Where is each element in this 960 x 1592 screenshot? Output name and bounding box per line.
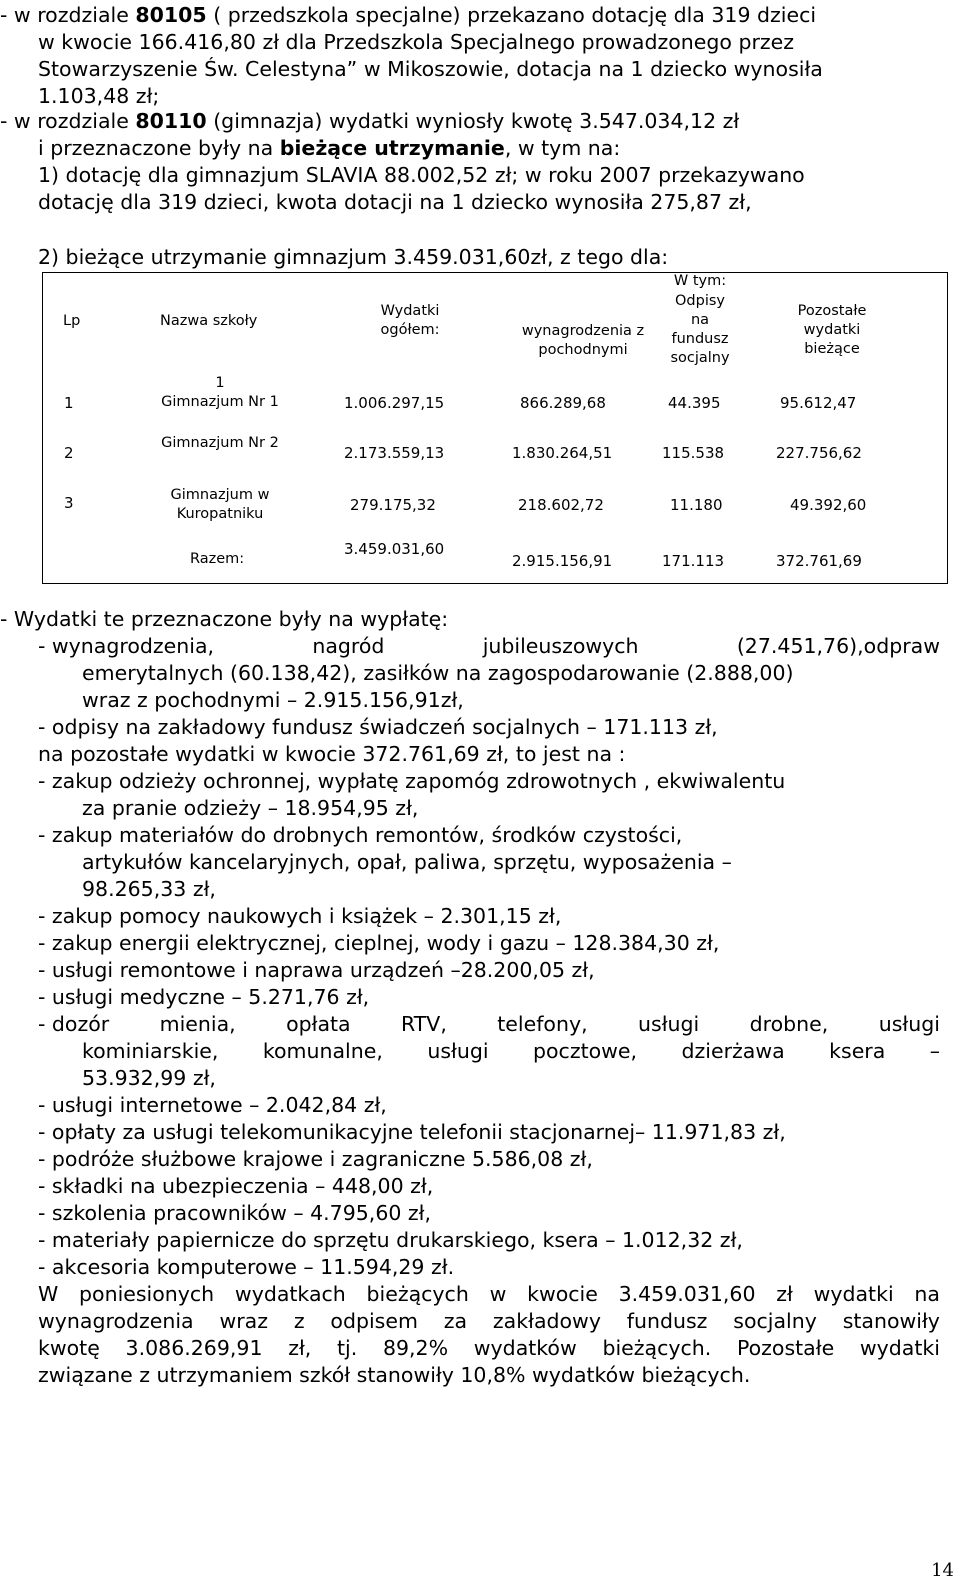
- after-line-5: - odpisy na zakładowy fundusz świadczeń socjalnych – 171.113 zł,: [38, 715, 718, 739]
- total-row-total: 3.459.031,60: [344, 540, 445, 558]
- after-line-4: wraz z pochodnymi – 2.915.156,91zł,: [82, 688, 464, 712]
- after-line-16: - dozór mienia, opłata RTV, telefony, usługi drobne, usługi: [38, 1012, 940, 1036]
- row3-other: 49.392,60: [790, 496, 867, 514]
- after-line-19: - usługi internetowe – 2.042,84 zł,: [38, 1093, 387, 1117]
- after-line-25: - akcesoria komputerowe – 11.594,29 zł.: [38, 1255, 455, 1279]
- after-line-24: - materiały papiernicze do sprzętu drukarskiego, ksera – 1.012,32 zł,: [38, 1228, 743, 1252]
- summary-line-1: W poniesionych wydatkach bieżących w kwocie 3.459.031,60 zł wydatki na: [38, 1282, 940, 1306]
- after-line-6: na pozostałe wydatki w kwocie 372.761,69 zł, to jest na :: [38, 742, 626, 766]
- row3-total: 279.175,32: [350, 496, 436, 514]
- row3-wages: 218.602,72: [518, 496, 604, 514]
- header-social-fund: Odpisy na fundusz socjalny: [670, 293, 730, 366]
- row1-fund: 44.395: [668, 394, 721, 412]
- total-row-label: Razem:: [190, 551, 245, 567]
- row3-lp: 3: [64, 494, 74, 512]
- row1-wages: 866.289,68: [520, 394, 606, 412]
- p2-line-4: dotację dla 319 dzieci, kwota dotacji na 1 dziecko wynosiła 275,87 zł,: [38, 190, 752, 214]
- after-line-10: artykułów kancelaryjnych, opał, paliwa, sprzętu, wyposażenia –: [82, 850, 732, 874]
- after-line-17: kominiarskie, komunalne, usługi pocztowe, dzierżawa ksera –: [82, 1039, 940, 1063]
- after-line-9: - zakup materiałów do drobnych remontów, środków czystości,: [38, 823, 683, 847]
- header-total: Wydatki ogółem:: [380, 303, 440, 338]
- total-row-fund: 171.113: [662, 552, 725, 570]
- header-lp: Lp: [63, 313, 81, 329]
- header-w-tym: W tym:: [673, 273, 727, 289]
- after-line-8: za pranie odzieży – 18.954,95 zł,: [82, 796, 419, 820]
- p2-line-1: - w rozdziale 80110 (gimnazja) wydatki wyniosły kwotę 3.547.034,12 zł: [0, 109, 740, 133]
- row2-wages: 1.830.264,51: [512, 444, 613, 462]
- row2-school-name: Gimnazjum Nr 2: [161, 435, 279, 451]
- summary-line-2: wynagrodzenia wraz z odpisem za zakładowy fundusz socjalny stanowiły: [38, 1309, 940, 1333]
- p2-line-3: 1) dotację dla gimnazjum SLAVIA 88.002,52 zł; w roku 2007 przekazywano: [38, 163, 805, 187]
- after-line-15: - usługi medyczne – 5.271,76 zł,: [38, 985, 370, 1009]
- header-wages: wynagrodzenia z pochodnymi: [521, 323, 645, 358]
- p1-line-2: w kwocie 166.416,80 zł dla Przedszkola Specjalnego prowadzonego przez: [38, 30, 795, 54]
- page-number: 14: [931, 1560, 954, 1581]
- row2-fund: 115.538: [662, 444, 725, 462]
- row1-school-name: 1 Gimnazjum Nr 1: [161, 375, 279, 410]
- row1-other: 95.612,47: [780, 394, 857, 412]
- p1-line-3: Stowarzyszenie Św. Celestyna” w Mikoszowie, dotacja na 1 dziecko wynosiła: [38, 57, 823, 81]
- after-line-7: - zakup odzieży ochronnej, wypłatę zapomóg zdrowotnych , ekwiwalentu: [38, 769, 786, 793]
- header-school-name: Nazwa szkoły: [160, 313, 258, 329]
- after-line-13: - zakup energii elektrycznej, cieplnej, wody i gazu – 128.384,30 zł,: [38, 931, 720, 955]
- p2-line-5: 2) bieżące utrzymanie gimnazjum 3.459.031,60zł, z tego dla:: [38, 245, 669, 269]
- after-line-12: - zakup pomocy naukowych i książek – 2.301,15 zł,: [38, 904, 562, 928]
- header-other-expenses: Pozostałe wydatki bieżące: [797, 303, 867, 357]
- row2-lp: 2: [64, 444, 74, 462]
- after-line-22: - składki na ubezpieczenia – 448,00 zł,: [38, 1174, 434, 1198]
- after-line-11: 98.265,33 zł,: [82, 877, 216, 901]
- row3-fund: 11.180: [670, 496, 723, 514]
- after-line-21: - podróże służbowe krajowe i zagraniczne 5.586,08 zł,: [38, 1147, 593, 1171]
- total-row-wages: 2.915.156,91: [512, 552, 613, 570]
- summary-line-3: kwotę 3.086.269,91 zł, tj. 89,2% wydatków bieżących. Pozostałe wydatki: [38, 1336, 940, 1360]
- p2-line-2: i przeznaczone były na bieżące utrzymanie, w tym na:: [38, 136, 621, 160]
- total-row-other: 372.761,69: [776, 552, 862, 570]
- p1-line-4: 1.103,48 zł;: [38, 84, 160, 108]
- row2-total: 2.173.559,13: [344, 444, 445, 462]
- after-line-2: - wynagrodzenia, nagród jubileuszowych (27.451,76),odpraw: [38, 634, 940, 658]
- after-line-3: emerytalnych (60.138,42), zasiłków na zagospodarowanie (2.888,00): [82, 661, 794, 685]
- after-line-14: - usługi remontowe i naprawa urządzeń –28.200,05 zł,: [38, 958, 595, 982]
- row3-school-name: Gimnazjum w Kuropatniku: [170, 487, 270, 522]
- row2-other: 227.756,62: [776, 444, 862, 462]
- row1-lp: 1: [64, 394, 74, 412]
- after-line-18: 53.932,99 zł,: [82, 1066, 216, 1090]
- after-line-1: - Wydatki te przeznaczone były na wypłatę:: [0, 607, 449, 631]
- summary-line-4: związane z utrzymaniem szkół stanowiły 10,8% wydatków bieżących.: [38, 1363, 751, 1387]
- row1-total: 1.006.297,15: [344, 394, 445, 412]
- p1-line-1: - w rozdziale 80105 ( przedszkola specjalne) przekazano dotację dla 319 dzieci: [0, 3, 817, 27]
- after-line-20: - opłaty za usługi telekomunikacyjne telefonii stacjonarnej– 11.971,83 zł,: [38, 1120, 786, 1144]
- after-line-23: - szkolenia pracowników – 4.795,60 zł,: [38, 1201, 432, 1225]
